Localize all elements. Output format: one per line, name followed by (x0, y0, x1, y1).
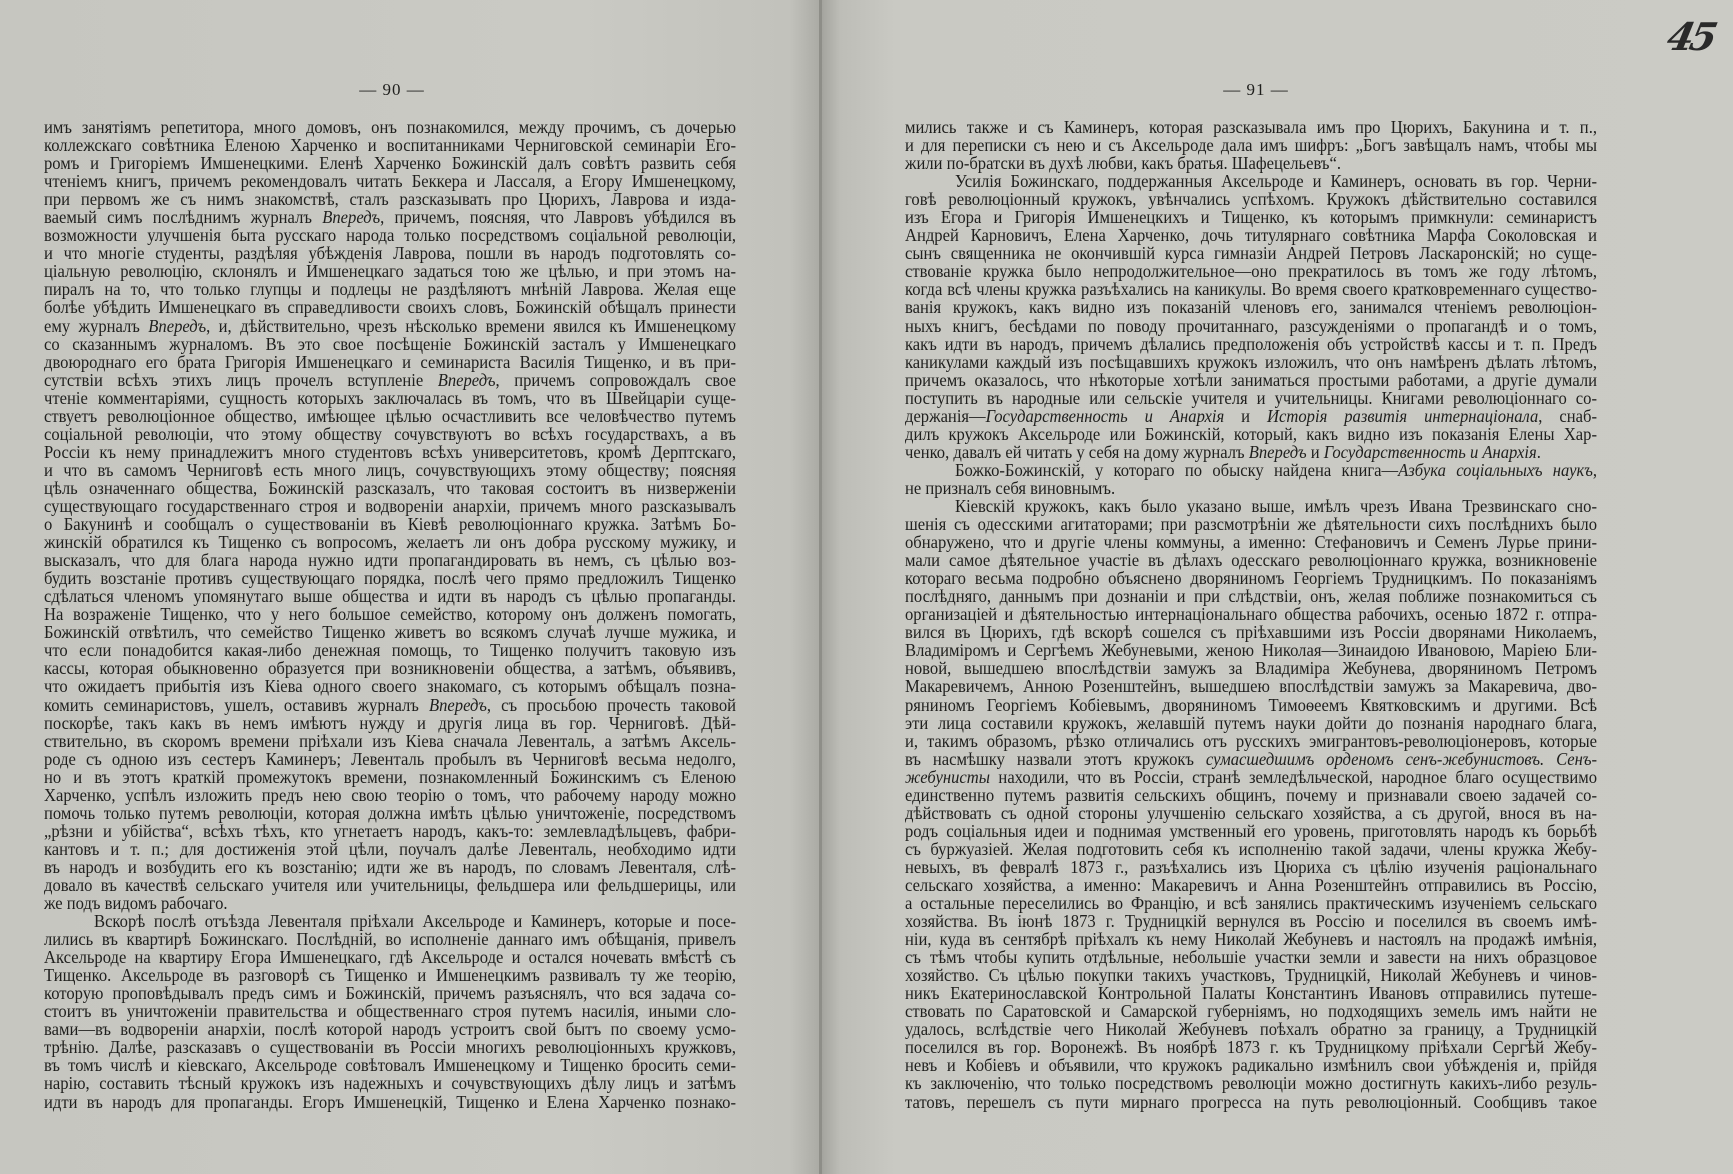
left-page-text (44, 118, 736, 1111)
text-segment: въ томъ числѣ и кіевскаго, Аксельроде совѣтовалъ Имшенецкому и Тищенко бросить семи- (44, 1055, 736, 1076)
text-segment: кантовъ и т. п.; для достиженія этой цѣли, поучалъ далѣе Левенталь, необходимо идти (44, 838, 736, 860)
text-segment: ствительно, въ скоромъ времени пріѣхали изъ Кіева сначала Левенталь, а затѣмъ Аксель- (44, 730, 736, 752)
text-segment: о Бакунинѣ и сообщалъ о существованіи въ Кіевѣ революціоннаго кружка. Затѣмъ Бо- (44, 513, 736, 535)
text-segment: нарію, составить тѣсный кружокъ изъ надежныхъ и сочувствующихъ дѣлу лицъ и затѣмъ (44, 1073, 736, 1094)
text-segment: вами—въ водвореніи анархіи, послѣ которой народъ устроитъ свой бытъ по своему усмо- (44, 1019, 736, 1040)
text-segment: въ насмѣшку назвали этотъ кружокъ (905, 748, 1206, 770)
text-segment: ченко, давалъ ей читать у себя на дому журналъ (905, 441, 1249, 463)
text-segment: держанія— (905, 405, 986, 427)
text-segment: Усилія Божинскаго, поддержанныя Аксельроде и Каминеръ, основать въ гор. Черни- (955, 171, 1597, 192)
italic-title: Исторія развитія интернаціонала (1267, 405, 1539, 427)
text-segment: . (1536, 441, 1541, 463)
text-segment: съ тѣмъ чтобы купить отдѣльные, небольшіе участки земли и завести на нихъ образцовое (905, 947, 1597, 968)
text-segment: имъ занятіямъ репетитора, много домовъ, онъ познакомился, между прочимъ, съ дочерью (44, 116, 736, 138)
text-segment: поскорѣе, такъ какъ въ немъ имѣютъ нужду и другія лица въ гор. Черниговѣ. Дѣй- (44, 712, 736, 733)
text-segment: Владиміромъ и Сергѣемъ Жебуневыми, женою Николая—Зинаидою Ивановою, Маріею Бли- (905, 640, 1597, 661)
text-segment: и для переписки съ нею и съ Аксельроде дала имъ шифръ: „Богъ завѣщалъ намъ, чтобы мы (905, 134, 1597, 156)
text-segment: находили, что въ Россіи, странѣ земледѣльческой, народное благо осуществимо (989, 766, 1597, 788)
text-segment: комить семинаристовъ, ушелъ, оставивъ журналъ (44, 694, 429, 715)
text-segment: но и въ этотъ краткій промежутокъ времени, познакомленный Божинскимъ съ Еленою (44, 766, 736, 788)
text-segment: а остальные переселились во Францію, и всѣ занялись практическимъ изученіемъ сельскаго (905, 892, 1597, 914)
text-segment: сдѣлаться членомъ упомянутаго выше общества и идти въ народъ съ цѣлью пропаганды. (44, 586, 736, 607)
text-segment: эти лица составили кружокъ, желавшій путемъ науки дойти до познанія народнаго блага, (905, 712, 1597, 733)
text-segment: цѣль означеннаго общества, Божинскій разсказалъ, что таковая состоитъ въ низверженіи (44, 477, 736, 499)
text-segment: сынъ священника не окончившій курса гимназіи Андрей Петровъ Ласкаронскій; но суще- (905, 243, 1597, 264)
italic-title: жебунисты (905, 766, 990, 788)
text-segment: и что въ самомъ Черниговѣ есть много лицъ, сочувствующихъ этому обществу; поясняя (44, 459, 736, 481)
text-segment: ствуетъ революціонное общество, имѣющее цѣлью осчастливить все человѣчество путемъ (44, 405, 736, 427)
text-segment: лились въ квартирѣ Божинскаго. Послѣдній, во исполненіе даннаго имъ обѣщанія, привелъ (44, 929, 736, 950)
text-segment: которую проповѣдывалъ предъ симъ и Божинскій, причемъ разъяснялъ, что вся задача со- (44, 983, 736, 1004)
text-segment: организаціей и дѣятельностью интернаціональнаго общества рабочихъ, осенью 1872 г. отпра- (905, 604, 1597, 625)
text-segment: болѣе убѣдить Имшенецкаго въ справедливости своихъ словъ, Божинскій обѣщалъ принести (44, 297, 736, 318)
text-segment: татовъ, перешелъ съ пути мирнаго прогресса на путь революціонный. Сообщивъ такое (905, 1091, 1597, 1112)
text-segment: поступить въ народные или сельскіе учителя и учительницы. Книгами революціоннаго со- (905, 387, 1597, 409)
italic-title: Впередъ (148, 315, 207, 336)
text-segment: дилъ кружокъ Аксельроде или Божинскій, который, какъ видно изъ показанія Елены Хар- (905, 423, 1597, 445)
text-segment: стоитъ въ уничтоженіи правительства и общественнаго строя путемъ насилія, иными сло- (44, 1001, 736, 1022)
text-segment: На возраженіе Тищенко, что у него большое семейство, которому онъ долженъ помогать, (44, 604, 736, 625)
text-segment: , и, дѣйствительно, чрезъ нѣсколько времени явился къ Имшенецкому (206, 315, 736, 336)
text-segment: Кіевскій кружокъ, какъ было указано выше, имѣлъ чрезъ Ивана Трезвинскаго сно- (955, 495, 1597, 517)
text-segment: ваемый симъ послѣднимъ журналъ (44, 207, 323, 228)
text-segment: новой, вышедшею впослѣдствіи замужъ за Владиміра Жебунева, дворяниномъ Петромъ (905, 658, 1597, 679)
text-segment: ствовать по Саратовской и Самарской губерніямъ, но подходящихъ земель имъ найти не (905, 1001, 1597, 1022)
text-line (44, 1093, 736, 1112)
text-segment: со сказаннымъ журналомъ. Въ это свое посѣщеніе Божинскій засталъ у Имшенецкаго (44, 333, 736, 355)
italic-title: Впередъ (437, 369, 496, 391)
right-page-text (905, 118, 1597, 1111)
text-segment: родъ соціальныя идеи и поднимая умственный его уровень, приготовлять народъ къ борьбѣ (905, 820, 1597, 842)
text-segment: что если понадобится какая-либо денежная помощь, то Тищенко получитъ таковую изъ (44, 640, 736, 661)
text-segment: , снаб- (1538, 405, 1597, 427)
text-segment: ствованіе кружка было непродолжительное—оно прекратилось въ томъ же году лѣтомъ, (905, 261, 1597, 282)
text-segment: же подъ видомъ рабочаго. (44, 892, 228, 914)
text-segment: Харченко, успѣлъ изложить предъ нею свою теорію о томъ, что рабочему народу можно (44, 784, 736, 806)
text-segment: съ буржуазіей. Желая подготовить себя къ исполненію такой задачи, члены кружка Жебу- (905, 838, 1597, 860)
text-segment: ніи, куда въ сентябрѣ пріѣхалъ къ нему Николай Жебуневъ и настоялъ на продажѣ имѣнія, (905, 929, 1597, 950)
italic-title: Государственность и Анархія (985, 405, 1225, 427)
text-segment: ему журналъ (44, 315, 149, 336)
text-segment: и что многіе студенты, раздѣляя убѣжденія Лаврова, пошли въ народъ подготовлять со- (44, 243, 736, 264)
italic-title: сумасшедшимъ орденомъ сенъ-жебунистовъ. Сенъ- (1205, 748, 1597, 770)
text-segment: довало въ качествѣ сельскаго учителя или учительницы, фельдшера или фельдшерицы, или (44, 874, 736, 896)
book-gutter (819, 0, 822, 1174)
text-segment: „рѣзни и убійства“, всѣхъ тѣхъ, кто угнетаетъ народъ, какъ-то: землевладѣльцевъ, фабри- (44, 820, 736, 842)
text-segment: будить возстаніе противъ существующаго порядка, послѣ чего прямо предложилъ Тищенко (44, 568, 736, 589)
text-segment: каникулами каждый изъ посѣщавшихъ кружокъ изложилъ, что онъ намѣренъ дѣлать лѣтомъ, (905, 351, 1597, 373)
text-segment: кассы, которая обыкновенно образуется при возникновеніи общества, а затѣмъ, объявивъ, (44, 658, 736, 679)
text-segment: при первомъ же съ нимъ знакомствѣ, сталъ разсказывать про Цюрихъ, Лаврова и изда- (44, 189, 736, 210)
text-segment: невыхъ, въ февралѣ 1873 г., разъѣхались изъ Цюриха съ цѣлію изученія раціональнаго (905, 856, 1597, 878)
text-segment: мились также и съ Каминеръ, которая разсказывала имъ про Цюрихъ, Бакунина и т. п., (905, 116, 1597, 138)
text-segment: Божко-Божинскій, у котораго по обыску найдена книга— (955, 459, 1399, 481)
text-segment: къ заключенію, что только посредствомъ революціи можно достигнуть какихъ-либо резуль- (905, 1073, 1597, 1094)
text-segment: сутствіи всѣхъ этихъ лицъ прочелъ вступленіе (44, 369, 438, 391)
text-segment: говѣ революціонный кружокъ, увѣнчались успѣхомъ. Кружокъ дѣйствительно составился (905, 189, 1597, 210)
text-segment: Вскорѣ послѣ отъѣзда Левенталя пріѣхали Аксельроде и Каминеръ, которые и посе- (94, 910, 736, 932)
text-segment: коллежскаго совѣтника Еленою Харченко и воспитанниками Черниговской семинаріи Его- (44, 134, 736, 156)
text-segment: Божинскій отвѣтилъ, что семейство Тищенко живетъ во всякомъ случаѣ лучше мужика, и (44, 622, 736, 643)
text-segment: поселился въ гор. Воронежѣ. Въ ноябрѣ 1873 г. къ Трудницкому пріѣхали Сергѣй Жебу- (905, 1037, 1597, 1058)
text-segment: ромъ и Григоріемъ Имшенецкими. Еленѣ Харченко Божинскій далъ совѣтъ развить себя (44, 153, 736, 174)
text-segment: чтеніемъ книгъ, причемъ рекомендовалъ читать Беккера и Лассаля, а Егору Имшенецкому, (44, 171, 736, 192)
text-segment: шенія съ одесскими агитаторами; при разсмотрѣніи же дѣятельности сихъ послѣднихъ было (905, 513, 1597, 535)
text-segment: , причемъ сопровождалъ свое (495, 369, 736, 391)
text-segment: дѣйствовать съ одной стороны улучшенію сельскаго хозяйства, а съ другой, внося въ на- (905, 802, 1597, 824)
text-segment: Тищенко. Аксельроде въ разговорѣ съ Тищенко и Имшенецкимъ развивалъ ту же теорію, (44, 965, 736, 986)
text-segment: удалось, вслѣдствіе чего Николай Жебуневъ поѣхалъ обратно за границу, а Трудницкій (905, 1019, 1597, 1040)
text-segment: ціальную революцію, склонялъ и Имшенецкаго задаться тою же цѣлью, и при этомъ на- (44, 261, 736, 282)
italic-title: Впередъ (429, 694, 487, 715)
italic-title: Азбука соціальныхъ наукъ (1398, 459, 1593, 481)
text-segment: какъ идти въ народъ, причемъ дѣлались предположенія объ устройствѣ кассы и т. п. Предъ (905, 333, 1597, 355)
text-segment: Россіи къ нему принадлежитъ много студентовъ всѣхъ университетовъ, кромѣ Дерптскаго, (44, 441, 736, 463)
text-segment: двоюроднаго его брата Григорія Имшенецкаго и семинариста Василія Тищенко, и въ при- (44, 351, 736, 373)
text-segment: когда всѣ члены кружка разъѣхались на каникулы. Во время своего кратковременнаго существо- (905, 279, 1597, 300)
text-segment: не призналъ себя виновнымъ. (905, 477, 1116, 499)
text-segment: ныхъ книгъ, бесѣдами по поводу прочитаннаго, разсужденіями о пропагандѣ и о томъ, (905, 315, 1597, 336)
text-segment: ванія кружокъ, какъ видно изъ показаній членовъ его, занимался чтеніемъ революціон- (905, 297, 1597, 318)
text-segment: жинскій обратился къ Тищенко съ вопросомъ, желаетъ ли онъ добра русскому мужику, и (44, 531, 736, 553)
text-segment: хозяйство. Съ цѣлью покупки такихъ участковъ, Трудницкій, Николай Жебуневъ и чинов- (905, 965, 1597, 986)
text-segment: причемъ оказалось, что нѣкоторые хотѣли заниматься простыми работами, а другіе думали (905, 369, 1597, 391)
text-segment: невъ и Кобіевъ и объявили, что кружокъ радикально измѣнилъ свои убѣжденія и, прійдя (905, 1055, 1597, 1076)
text-segment: единственно путемъ развитія сельскихъ общинъ, почему и признавали своею задачей со- (905, 784, 1597, 806)
text-segment: и, такимъ образомъ, рѣзко отличались отъ русскихъ эмигрантовъ-революціонеровъ, которые (905, 730, 1597, 752)
text-segment: помочь только путемъ революціи, которая должна имѣть цѣлью уничтоженіе, посредствомъ (44, 802, 736, 824)
text-segment: роде съ одною изъ сестеръ Каминеръ; Левенталь пробылъ въ Черниговѣ весьма недолго, (44, 748, 736, 770)
text-segment: обнаружено, что и другіе члены коммуны, а именно: Стефановичъ и Семенъ Лурье прини- (905, 531, 1597, 553)
text-segment: и (1224, 405, 1268, 427)
text-segment: трѣнію. Далѣе, разсказавъ о существованіи въ Россіи многихъ революціонныхъ кружковъ, (44, 1037, 736, 1058)
text-segment: хозяйства. Въ іюнѣ 1873 г. Трудницкій вернулся въ Россію и поселился въ своемъ имѣ- (905, 910, 1597, 932)
text-segment: въ народъ и возбудить его къ возстанію; идти же въ народъ, по словамъ Левенталя, слѣ- (44, 856, 736, 878)
text-segment: послѣдняго, даннымъ при дознаніи и при слѣдствіи, онъ, желая поближе познакомиться съ (905, 586, 1597, 607)
text-segment: существующаго государственнаго строя и водвореніи анархіи, причемъ много разсказывалъ (44, 495, 736, 517)
text-line (905, 1093, 1597, 1112)
text-segment: идти въ народъ для пропаганды. Егоръ Имшенецкій, Тищенко и Елена Харченко познако- (44, 1091, 736, 1112)
text-segment: пиралъ на то, что только глупцы и подлецы не раздѣляютъ мнѣній Лаврова. Желая еще (44, 279, 736, 300)
italic-title: Государственность и Анархія (1323, 441, 1537, 463)
page-number-left: — 90 — (359, 80, 425, 99)
text-segment: никъ Екатеринославской Контрольной Палаты Константинъ Ивановъ отправились путеше- (905, 983, 1597, 1004)
text-segment: Макаревичемъ, Анною Розенштейнъ, вышедшею впослѣдствіи замужъ за Макаревича, дво- (905, 676, 1597, 697)
text-segment: возможности улучшенія быта русскаго народа только посредствомъ соціальной революціи, (44, 225, 736, 246)
text-segment: изъ Егора и Григорія Имшенецкихъ и Тищенко, къ которымъ примкнули: семинаристъ (905, 207, 1597, 228)
text-segment: что ожидаетъ прибытія изъ Кіева одного своего знакомаго, съ которымъ обѣщалъ позна- (44, 676, 736, 697)
text-segment: соціальной революціи, что этому обществу сочувствуютъ во всѣхъ государствахъ, а въ (44, 423, 736, 445)
italic-title: Впередъ (322, 207, 381, 228)
text-segment: , (1592, 459, 1598, 481)
text-segment: и (1306, 441, 1324, 463)
text-segment: , причемъ, поясняя, что Лавровъ убѣдился въ (380, 207, 736, 228)
text-segment: жили по-братски въ духѣ любви, какъ братья. Шафецельевъ“. (905, 153, 1342, 174)
italic-title: Впередъ (1248, 441, 1307, 463)
handwritten-folio-number: 45 (1663, 14, 1718, 59)
text-segment: высказалъ, что для блага народа нужно идти пропагандировать въ немъ, съ цѣлью воз- (44, 550, 736, 571)
text-segment: ряниномъ Георгіемъ Кобіевымъ, дворяниномъ Тимоѳеемъ Квятковскимъ и другими. Всѣ (905, 694, 1597, 715)
text-segment: мали самое дѣятельное участіе въ дѣлахъ одесскаго революціоннаго кружка, возникновеніе (905, 550, 1597, 571)
page-number-right: — 91 — (1223, 80, 1289, 99)
text-segment: сельскаго хозяйства, а именно: Макаревичъ и Анна Розенштейнъ отправились въ Россію, (905, 874, 1597, 896)
text-segment: чтеніе комментаріями, сущность которыхъ заключалась въ томъ, что въ Швейцаріи суще- (44, 387, 736, 409)
text-segment: котораго весьма подробно объяснено дворяниномъ Георгіемъ Трудницкимъ. По показаніямъ (905, 568, 1597, 589)
text-segment: Аксельроде на квартиру Егора Имшенецкаго, гдѣ Аксельроде и остался ночевать вмѣстѣ съ (44, 947, 736, 968)
text-segment: вился въ Цюрихъ, гдѣ вскорѣ сошелся съ пріѣхавшими изъ Россіи дворянами Николаемъ, (905, 622, 1597, 643)
text-segment: , съ просьбою прочесть таковой (486, 694, 736, 715)
text-segment: Андрей Карновичъ, Елена Харченко, дочь титулярнаго совѣтника Марфа Соколовская и (905, 225, 1597, 246)
